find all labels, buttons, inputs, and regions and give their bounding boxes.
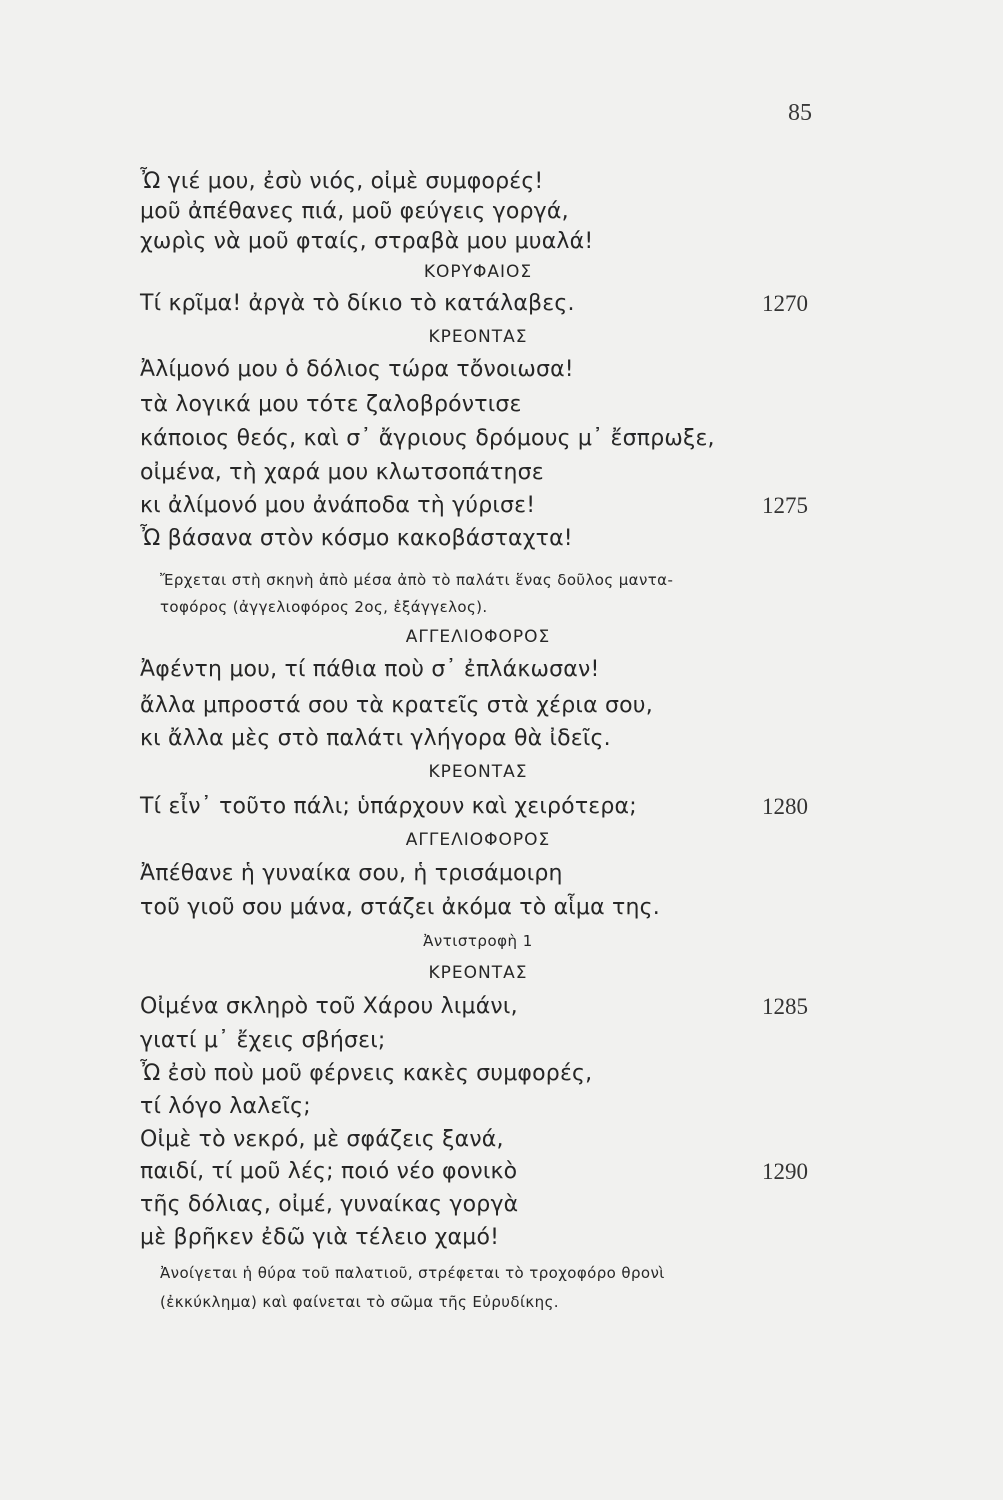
verse-line: τοῦ γιοῦ σου μάνα, στάζει ἀκόμα τὸ αἷμα της.: [140, 895, 660, 920]
verse-line: κάποιος θεός, καὶ σ᾿ ἄγριους δρόμους μ᾿ ἔσπρωξε,: [140, 426, 715, 451]
verse-line: τὰ λογικά μου τότε ζαλοβρόντισε: [140, 392, 522, 417]
verse-line: Ἀπέθανε ἡ γυναίκα σου, ἡ τρισάμοιρη: [140, 861, 563, 886]
stage-direction: (ἐκκύκλημα) καὶ φαίνεται τὸ σῶμα τῆς Εὐρυδίκης.: [160, 1293, 559, 1311]
verse-line: γιατί μ᾿ ἔχεις σβήσει;: [140, 1028, 386, 1053]
verse-line: Ἀλίμονό μου ὁ δόλιος τώρα τὄνοιωσα!: [140, 357, 574, 382]
line-number: 1285: [762, 994, 808, 1019]
page-number: 85: [788, 100, 812, 126]
speaker-name: ΑΓΓΕΛΙΟΦΟΡΟΣ: [405, 627, 551, 647]
verse-line: παιδί, τί μοῦ λές; ποιό νέο φονικὸ: [140, 1159, 518, 1184]
verse-line: Ὦ βάσανα στὸν κόσμο κακοβάσταχτα!: [140, 526, 573, 551]
line-number: 1290: [762, 1159, 808, 1184]
verse-line: ἄλλα μπροστά σου τὰ κρατεῖς στὰ χέρια σου,: [140, 693, 653, 718]
verse-line: κι ἄλλα μὲς στὸ παλάτι γλήγορα θὰ ἰδεῖς.: [140, 726, 611, 751]
line-number: 1275: [762, 493, 808, 518]
speaker-name: ΚΡΕΟΝΤΑΣ: [428, 963, 528, 983]
stage-direction: τοφόρος (ἀγγελιοφόρος 2ος, ἐξάγγελος).: [160, 598, 488, 616]
stage-direction: Ἀνοίγεται ἡ θύρα τοῦ παλατιοῦ, στρέφεται τὸ τροχοφόρο θρονὶ: [160, 1264, 665, 1282]
strophe-heading: Ἀντιστροφὴ 1: [423, 932, 533, 950]
stage-direction: Ἔρχεται στὴ σκηνὴ ἀπὸ μέσα ἀπὸ τὸ παλάτι ἕνας δοῦλος μαντα-: [160, 571, 674, 589]
speaker-name: ΚΡΕΟΝΤΑΣ: [428, 327, 528, 347]
verse-line: κι ἀλίμονό μου ἀνάποδα τὴ γύρισε!: [140, 493, 536, 518]
verse-line: Τί κρῖμα! ἀργὰ τὸ δίκιο τὸ κατάλαβες.: [140, 291, 575, 316]
verse-line: Ὦ γιέ μου, ἐσὺ νιός, οἰμὲ συμφορές!: [140, 169, 544, 194]
line-number: 1280: [762, 794, 808, 819]
verse-line: Οἰμένα σκληρὸ τοῦ Χάρου λιμάνι,: [140, 994, 518, 1019]
verse-line: χωρὶς νὰ μοῦ φταίς, στραβὰ μου μυαλά!: [140, 229, 594, 254]
verse-line: μοῦ ἀπέθανες πιά, μοῦ φεύγεις γοργά,: [140, 199, 569, 224]
verse-line: τί λόγο λαλεῖς;: [140, 1094, 311, 1119]
verse-line: τῆς δόλιας, οἰμέ, γυναίκας γοργὰ: [140, 1192, 519, 1217]
speaker-name: ΚΟΡΥΦΑΙΟΣ: [423, 262, 533, 282]
verse-line: Ὦ ἐσὺ ποὺ μοῦ φέρνεις κακὲς συμφορές,: [140, 1061, 593, 1086]
speaker-name: ΚΡΕΟΝΤΑΣ: [428, 762, 528, 782]
verse-line: Ἀφέντη μου, τί πάθια ποὺ σ᾿ ἐπλάκωσαν!: [140, 657, 600, 682]
verse-line: οἰμένα, τὴ χαρά μου κλωτσοπάτησε: [140, 460, 544, 485]
verse-line: Τί εἶν᾿ τοῦτο πάλι; ὑπάρχουν καὶ χειρότερα;: [140, 794, 637, 819]
line-number: 1270: [762, 291, 808, 316]
verse-line: μὲ βρῆκεν ἐδῶ γιὰ τέλειο χαμό!: [140, 1225, 500, 1250]
speaker-name: ΑΓΓΕΛΙΟΦΟΡΟΣ: [405, 830, 551, 850]
verse-line: Οἰμὲ τὸ νεκρό, μὲ σφάζεις ξανά,: [140, 1127, 504, 1152]
